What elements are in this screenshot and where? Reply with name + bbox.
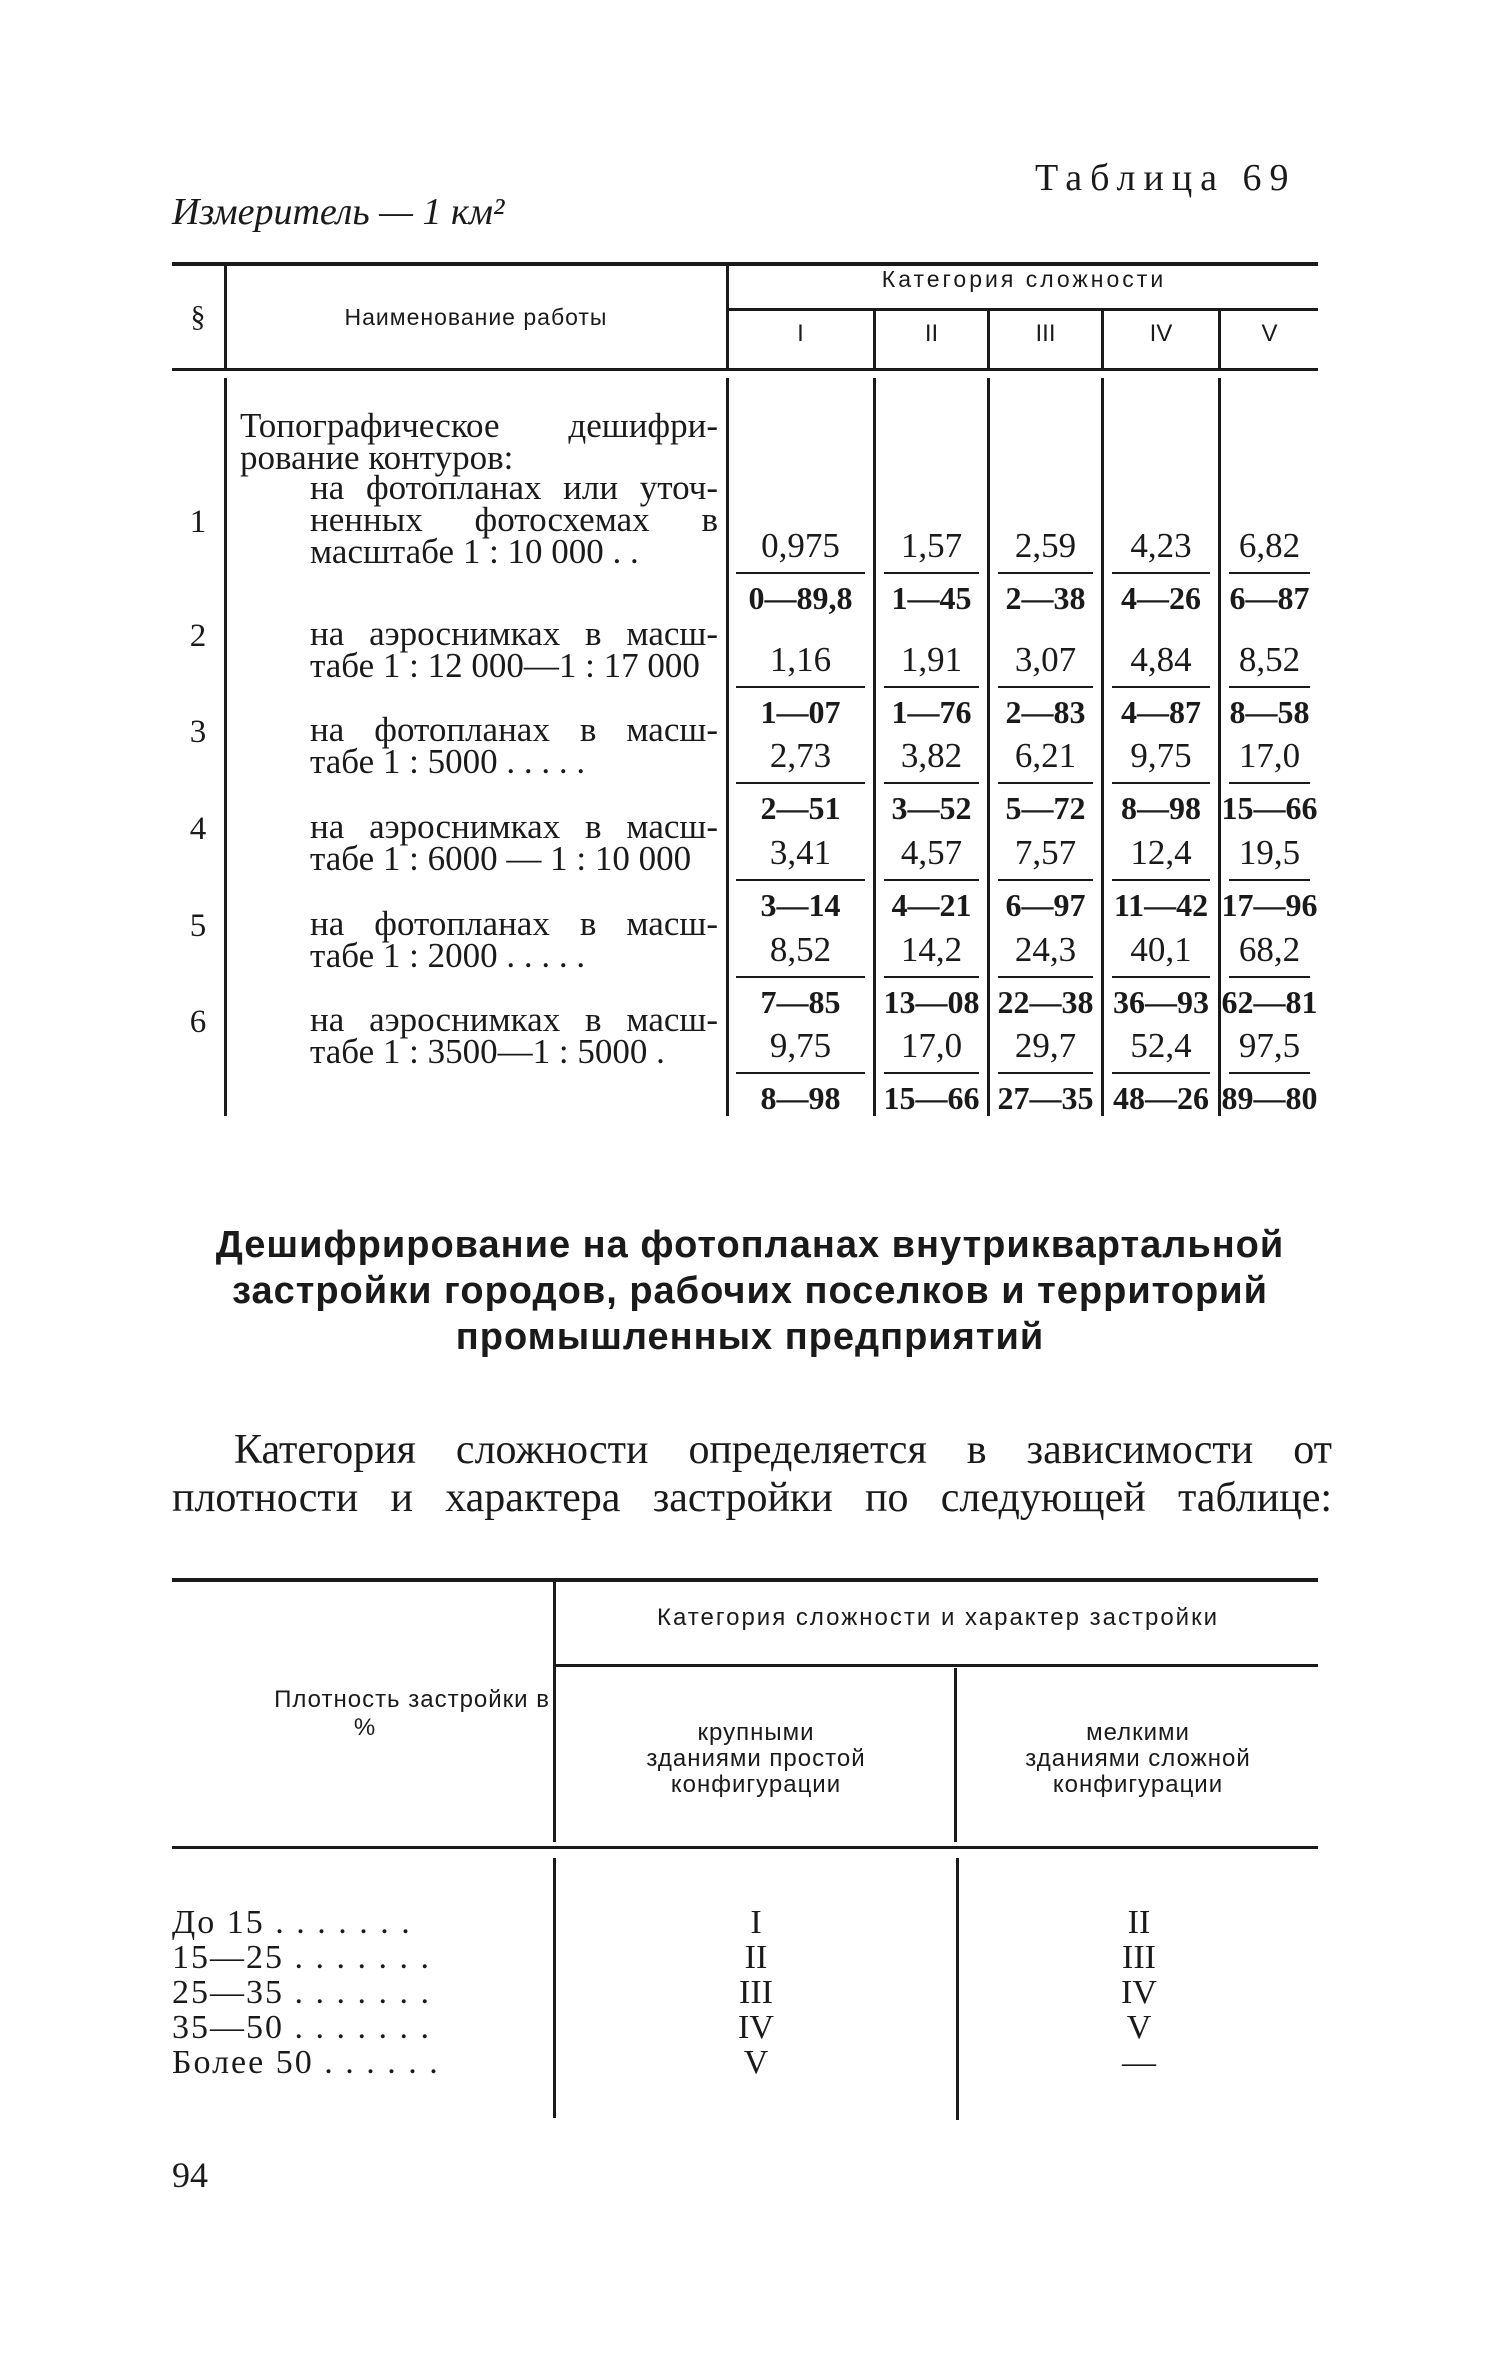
norm-limit: 13—08 <box>883 984 980 1020</box>
col-header-cat-V: V <box>1261 320 1278 347</box>
norm-limit: 4—21 <box>891 887 972 923</box>
paragraph <box>172 1426 1332 1522</box>
density-label: 25—35 . . . . . . . <box>172 1976 431 2010</box>
table2-col-large <box>558 1720 954 1798</box>
norm-value: 1,57 <box>900 526 963 565</box>
large-building-category: V <box>743 2044 769 2081</box>
norm-limit: 36—93 <box>1113 984 1209 1020</box>
norm-limit: 1—45 <box>891 580 972 616</box>
table2-col-density-line-2: % <box>353 1714 377 1741</box>
row-description-line: ненных фотосхемах в <box>310 500 718 539</box>
value-underline <box>1112 879 1210 881</box>
table2-col-small-line-3: конфигурации <box>1052 1771 1224 1798</box>
norm-value: 3,41 <box>769 833 832 872</box>
table2-col-density <box>180 1686 550 1742</box>
row-number: 2 <box>189 618 207 654</box>
norm-limit: 4—26 <box>1121 580 1201 616</box>
value-underline <box>1229 1072 1310 1074</box>
norm-value: 8,52 <box>769 930 832 969</box>
paragraph-line-2: плотности и характера застройки по следующей таблице: <box>172 1475 1332 1521</box>
norm-limit: 0—89,8 <box>748 580 853 616</box>
value-underline <box>998 686 1093 688</box>
value-underline <box>1112 572 1210 574</box>
norm-value: 52,4 <box>1130 1026 1192 1065</box>
row-number: 1 <box>189 504 207 540</box>
row-description-line: на фотопланах в масш- <box>310 904 718 943</box>
value-underline <box>884 686 979 688</box>
norm-value: 1,16 <box>769 640 832 679</box>
section-title <box>150 1222 1350 1360</box>
row-number: 3 <box>189 714 207 750</box>
norm-value: 3,82 <box>900 736 963 775</box>
value-underline <box>1112 782 1210 784</box>
col-header-name: Наименование работы <box>344 304 608 330</box>
header-bottom-rule <box>172 368 1318 371</box>
value-underline <box>736 976 865 978</box>
table2-group-rule <box>556 1664 1318 1667</box>
page-number: 94 <box>172 2155 208 2195</box>
large-building-category: I <box>750 1904 762 1941</box>
norm-limit: 1—76 <box>891 694 972 730</box>
small-building-category: III <box>1122 1939 1156 1976</box>
value-underline <box>1112 976 1210 978</box>
norm-limit: 89—80 <box>1221 1080 1318 1116</box>
value-underline <box>736 686 865 688</box>
value-underline <box>998 976 1093 978</box>
density-label: Более 50 . . . . . . <box>172 2046 440 2080</box>
small-building-category: — <box>1122 2044 1156 2081</box>
norm-limit: 8—58 <box>1229 694 1310 730</box>
value-underline <box>884 976 979 978</box>
norm-limit: 8—98 <box>760 1080 841 1116</box>
row-number: 6 <box>189 1004 207 1040</box>
norm-limit: 48—26 <box>1113 1080 1209 1116</box>
row-description-line: табе 1 : 3500—1 : 5000 . <box>310 1032 665 1071</box>
norm-value: 24,3 <box>1014 930 1077 969</box>
norm-limit: 17—96 <box>1221 887 1318 923</box>
norm-limit: 2—51 <box>760 790 841 826</box>
value-underline <box>1112 686 1210 688</box>
row-description-line: масштабе 1 : 10 000 . . <box>310 532 639 571</box>
row-description-line: на аэроснимках в масш- <box>310 807 718 846</box>
norm-value: 3,07 <box>1014 640 1077 679</box>
table2-header-bottom-rule <box>172 1846 1318 1849</box>
col-header-cat-II: II <box>924 320 939 347</box>
table2-col-small-line-1: мелкими <box>1086 1719 1190 1746</box>
norm-limit: 15—66 <box>1221 790 1318 826</box>
norm-value: 7,57 <box>1014 833 1077 872</box>
table2-divider-types <box>954 1668 957 1842</box>
norm-limit: 7—85 <box>760 984 841 1020</box>
row-description-line: на фотопланах в масш- <box>310 710 718 749</box>
norm-limit: 62—81 <box>1221 984 1318 1020</box>
table2-body-divider-density <box>553 1858 556 2118</box>
norm-value: 97,5 <box>1238 1026 1301 1065</box>
col-header-cat-IV: IV <box>1149 320 1173 347</box>
small-building-category: IV <box>1121 1974 1157 2011</box>
small-building-category: II <box>1127 1904 1151 1941</box>
row-description-line: на аэроснимках в масш- <box>310 614 718 653</box>
norm-limit: 2—38 <box>1005 580 1086 616</box>
section-title-line-2: застройки городов, рабочих поселков и территорий <box>232 1270 1268 1312</box>
density-label: 35—50 . . . . . . . <box>172 2011 431 2045</box>
row-description-line: табе 1 : 5000 . . . . . <box>310 742 586 781</box>
large-building-category: II <box>744 1939 768 1976</box>
measurer-label: Измеритель — 1 км² <box>172 191 505 233</box>
value-underline <box>1229 686 1310 688</box>
norm-value: 68,2 <box>1238 930 1301 969</box>
norm-value: 4,84 <box>1130 640 1192 679</box>
norm-value: 6,82 <box>1238 526 1301 565</box>
norm-limit: 1—07 <box>760 694 841 730</box>
row-description-line: на фотопланах или уточ- <box>310 468 718 507</box>
value-underline <box>998 1072 1093 1074</box>
row-number: 5 <box>189 908 207 944</box>
col-header-section: § <box>190 300 206 333</box>
row-number: 4 <box>189 811 207 847</box>
norm-limit: 3—52 <box>891 790 972 826</box>
value-underline <box>1229 879 1310 881</box>
norm-value: 4,23 <box>1130 526 1192 565</box>
col-divider-section <box>224 262 227 370</box>
value-underline <box>884 572 979 574</box>
value-underline <box>736 782 865 784</box>
row-description-line: на аэроснимках в масш- <box>310 1000 718 1039</box>
table2-col-small <box>958 1720 1318 1798</box>
col-header-cat-III: III <box>1035 320 1056 347</box>
norm-value: 9,75 <box>1130 736 1192 775</box>
table2-body-divider-types <box>956 1858 959 2120</box>
density-label: 15—25 . . . . . . . <box>172 1941 431 1975</box>
norm-value: 17,0 <box>1238 736 1301 775</box>
norm-limit: 11—42 <box>1113 887 1209 923</box>
value-underline <box>1229 782 1310 784</box>
value-underline <box>884 879 979 881</box>
value-underline <box>998 879 1093 881</box>
norm-value: 6,21 <box>1014 736 1077 775</box>
value-underline <box>1112 1072 1210 1074</box>
row-description-line: табе 1 : 2000 . . . . . <box>310 936 586 975</box>
section-title-line-3: промышленных предприятий <box>455 1316 1045 1358</box>
row-description-line: табе 1 : 12 000—1 : 17 000 <box>310 646 700 685</box>
intro-line-2: рование контуров: <box>240 438 514 477</box>
table2-col-small-line-2: зданиями сложной <box>1025 1745 1251 1772</box>
col-header-cat-I: I <box>797 320 804 347</box>
density-label: До 15 . . . . . . . <box>172 1906 412 1940</box>
group-header-rule <box>728 308 1318 311</box>
col-header-category-group: Категория сложности <box>881 266 1167 292</box>
norm-value: 2,73 <box>769 736 832 775</box>
section-title-line-1: Дешифрирование на фотопланах внутриквартальной <box>215 1224 1285 1266</box>
table2-group-header: Категория сложности и характер застройки <box>657 1604 1219 1631</box>
norm-limit: 6—87 <box>1229 580 1310 616</box>
paragraph-line-1: Категория сложности определяется в зависимости от <box>234 1427 1332 1473</box>
value-underline <box>736 572 865 574</box>
value-underline <box>1229 976 1310 978</box>
norm-limit: 2—83 <box>1005 694 1086 730</box>
table2-top-rule <box>172 1578 1318 1582</box>
large-building-category: IV <box>738 2009 774 2046</box>
large-building-category: III <box>739 1974 773 2011</box>
value-underline <box>998 572 1093 574</box>
norm-limit: 3—14 <box>760 887 841 923</box>
norm-limit: 4—87 <box>1121 694 1201 730</box>
intro-line-1: Топографическое дешифри- <box>240 406 718 445</box>
table-label: Таблица 69 <box>1035 157 1297 199</box>
norm-value: 2,59 <box>1014 526 1077 565</box>
table2-col-large-line-1: крупными <box>697 1719 815 1746</box>
small-building-category: V <box>1126 2009 1152 2046</box>
table2-col-large-line-2: зданиями простой <box>646 1745 866 1772</box>
table2-divider-density <box>553 1580 556 1842</box>
value-underline <box>736 1072 865 1074</box>
norm-value: 29,7 <box>1014 1026 1077 1065</box>
norm-value: 14,2 <box>900 930 963 969</box>
norm-limit: 22—38 <box>997 984 1094 1020</box>
norm-limit: 8—98 <box>1121 790 1201 826</box>
norm-value: 8,52 <box>1238 640 1301 679</box>
table2-col-density-line-1: Плотность застройки в <box>274 1686 550 1713</box>
body-divider-section <box>224 378 227 1116</box>
value-underline <box>998 782 1093 784</box>
norm-value: 19,5 <box>1238 833 1301 872</box>
value-underline <box>884 782 979 784</box>
norm-value: 1,91 <box>900 640 963 679</box>
row-description-line: табе 1 : 6000 — 1 : 10 000 <box>310 839 692 878</box>
norm-value: 40,1 <box>1130 930 1192 969</box>
norm-limit: 15—66 <box>883 1080 980 1116</box>
norm-value: 0,975 <box>761 526 840 565</box>
table2-col-large-line-3: конфигурации <box>670 1771 842 1798</box>
value-underline <box>736 879 865 881</box>
norm-value: 4,57 <box>900 833 963 872</box>
value-underline <box>884 1072 979 1074</box>
norm-limit: 6—97 <box>1005 887 1086 923</box>
value-underline <box>1229 572 1310 574</box>
norm-limit: 27—35 <box>997 1080 1094 1116</box>
norm-value: 9,75 <box>769 1026 832 1065</box>
norm-value: 17,0 <box>900 1026 963 1065</box>
norm-value: 12,4 <box>1130 833 1192 872</box>
norm-limit: 5—72 <box>1005 790 1086 826</box>
col-divider-name <box>726 262 729 370</box>
